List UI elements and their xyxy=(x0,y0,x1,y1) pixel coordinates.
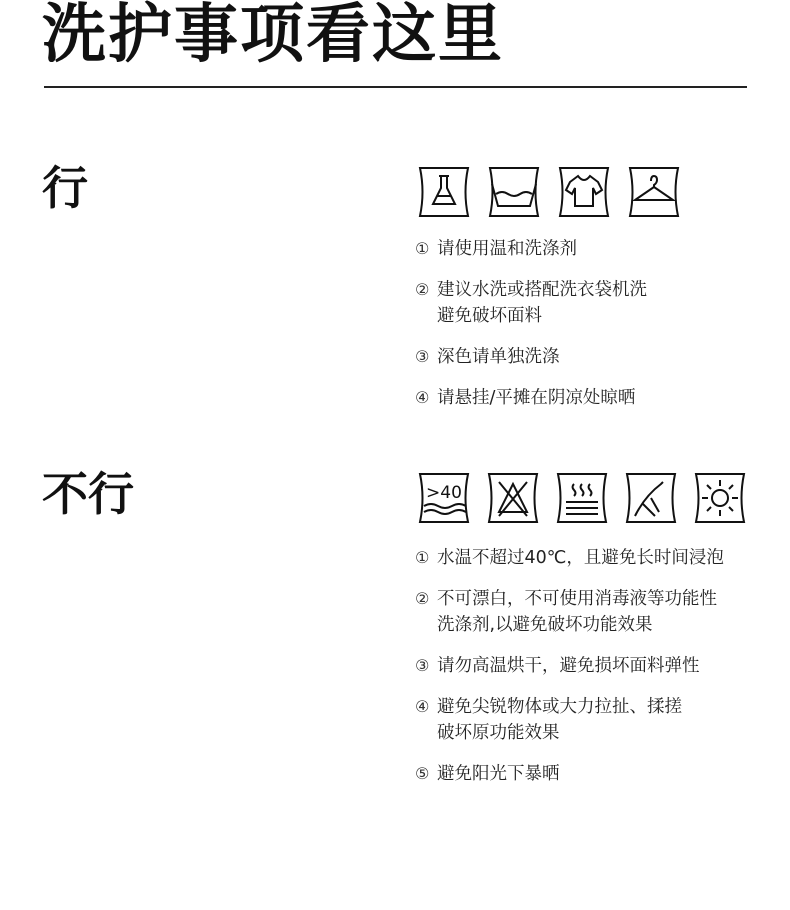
dont-instructions-list xyxy=(415,545,724,802)
wash-basin-icon xyxy=(486,166,542,218)
hanger-icon xyxy=(626,166,682,218)
no-iron-icon xyxy=(623,472,679,524)
list-item: ③ 请勿高温烘干，避免损坏面料弹性 xyxy=(415,656,700,676)
list-item: ③ 深色请单独洗涤 xyxy=(415,347,560,367)
title-divider xyxy=(44,86,747,88)
dont-section-label: 不行 xyxy=(42,467,134,521)
t-shirt-icon xyxy=(556,166,612,218)
max-40-wash-icon xyxy=(416,472,472,524)
list-item: ① 水温不超过40℃，且避免长时间浸泡 xyxy=(415,548,724,568)
do-section-label: 行 xyxy=(42,161,88,215)
no-tumble-dry-icon xyxy=(554,472,610,524)
list-item: ④ 请悬挂/平摊在阴凉处晾晒 xyxy=(415,388,636,408)
page-title: 洗护事项看这里 xyxy=(42,0,504,72)
list-item: ④ 避免尖锐物体或大力拉扯、揉搓 破坏原功能效果 xyxy=(415,697,682,743)
hand-wash-beaker-icon xyxy=(416,166,472,218)
no-sun-icon xyxy=(692,472,748,524)
list-item: ② 不可漂白，不可使用消毒液等功能性 洗涤剂,以避免破坏功能效果 xyxy=(415,589,717,635)
list-item: ② 建议水洗或搭配洗衣袋机洗 避免破坏面料 xyxy=(415,280,647,326)
do-icons-row xyxy=(416,166,682,218)
do-instructions-list xyxy=(415,236,647,426)
list-item: ⑤ 避免阳光下暴晒 xyxy=(415,764,560,784)
svg-text:>40: >40 xyxy=(426,483,462,503)
no-bleach-icon xyxy=(485,472,541,524)
dont-icons-row xyxy=(416,472,748,524)
list-item: ① 请使用温和洗涤剂 xyxy=(415,239,577,259)
